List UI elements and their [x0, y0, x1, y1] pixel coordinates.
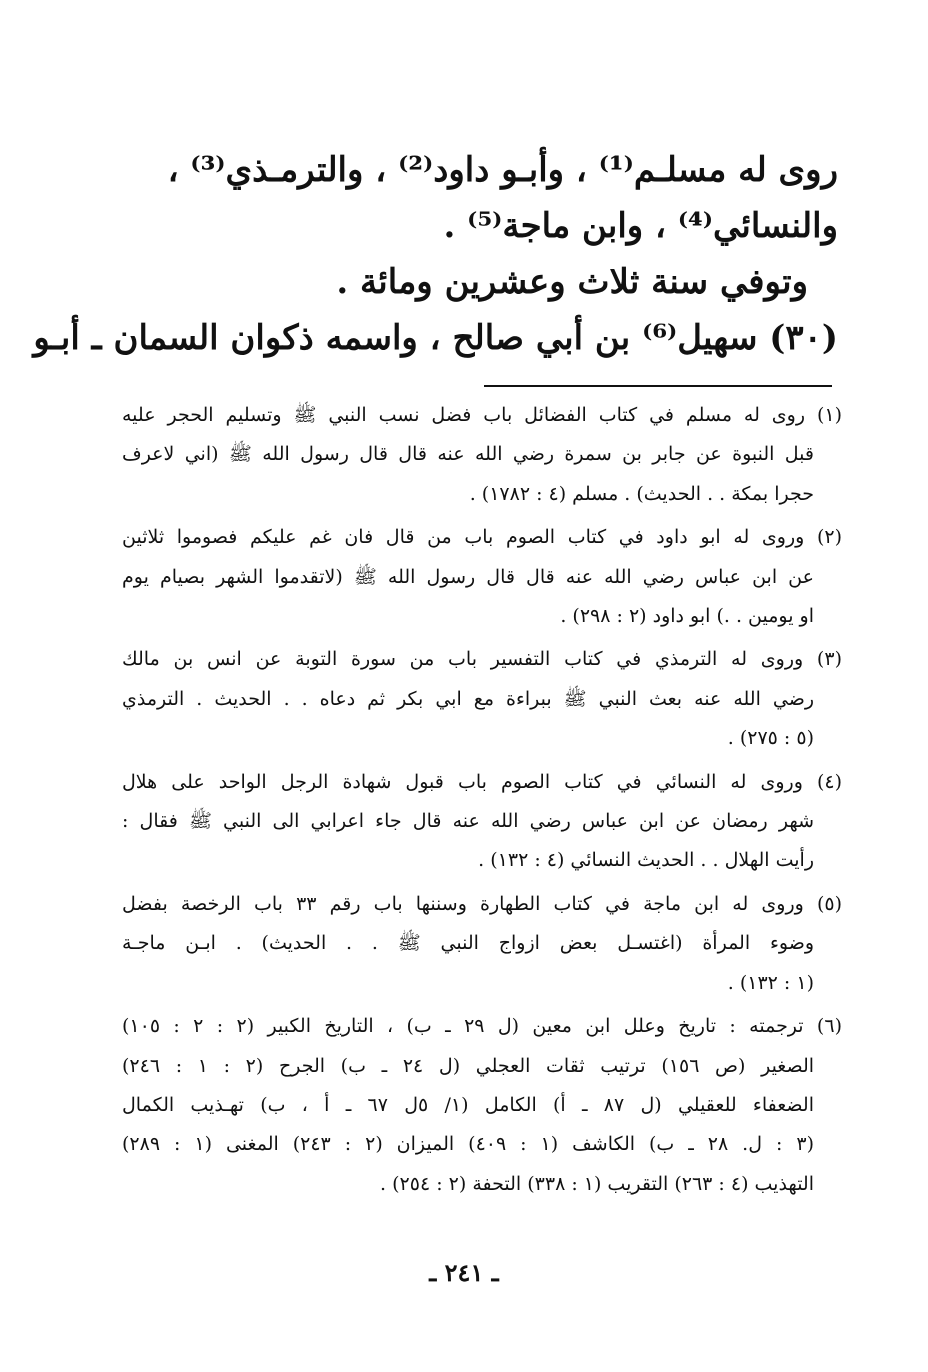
- main-line: (٣٠) سهيل⁽⁶⁾ بن أبي صالح ، واسمه ذكوان السمان ـ أبـو: [33, 318, 838, 358]
- main-text: [33, 142, 838, 366]
- footnote-line: الصغير (ص ١٥٦) ترتيب ثقات العجلي (ل ٢٤ ـ ب) الجرح (٢ : ١ : ٢٤٦): [122, 1054, 815, 1077]
- footnote-line: (٢) وروى له ابو داود في كتاب الصوم باب من قال فان غم عليكم فصوموا ثلاثين: [122, 526, 842, 549]
- footnote-1: [122, 396, 842, 514]
- footnote-line: (٥) وروى له ابن ماجة في كتاب الطهارة وسننها باب رقم ٣٣ باب الرخصة بفضل: [122, 892, 842, 915]
- footnote-line: الضعفاء للعقيلي (ل ٨٧ ـ أ) الكامل (١/ ٥ل ٦٧ ـ أ ، ب) تهـذيب الكمال: [122, 1093, 814, 1116]
- footnotes: [122, 396, 842, 1208]
- footnote-line: التهذيب (٤ : ٢٦٣) التقريب (١ : ٣٣٨) التحفة (٢ : ٢٥٤) .: [380, 1172, 814, 1195]
- footnote-line: (٦) ترجمته : تاريخ وعلل ابن معين (ل ٢٩ ـ ب) ، التاريخ الكبير (٢ : ٢ : ١٠٥): [122, 1015, 842, 1038]
- footnote-line: (٣ : ل. ٢٨ ـ ب) الكاشف (١ : ٤٠٩) الميزان (٢ : ٢٤٣) المغنى (١ : ٢٨٩): [122, 1133, 814, 1156]
- main-line: وتوفي سنة ثلاث وعشرين ومائة .: [336, 262, 808, 302]
- main-line: والنسائي⁽⁴⁾ ، وابن ماجة⁽⁵⁾ .: [443, 206, 838, 246]
- footnote-line: شهر رمضان عن ابن عباس رضي الله عنه قال جاء اعرابي الى النبي ﷺ فقال :: [122, 810, 814, 833]
- footnote-line: (١ : ١٣٢) .: [727, 971, 814, 994]
- footnote-4: [122, 763, 842, 881]
- footnote-separator: [484, 385, 832, 387]
- footnote-line: قبل النبوة عن جابر بن سمرة رضي الله عنه قال قال رسول الله ﷺ (اني لاعرف: [122, 443, 814, 466]
- footnote-line: عن ابن عباس رضي الله عنه قال قال رسول الله ﷺ (لاتقدموا الشهر بصيام يوم: [122, 565, 814, 588]
- footnote-6: [122, 1007, 842, 1204]
- footnote-line: (٥ : ٢٧٥) .: [727, 727, 814, 750]
- main-line: روى له مسلـم⁽¹⁾ ، وأبـو داود⁽²⁾ ، والترمـذي⁽³⁾ ،: [167, 150, 838, 190]
- footnote-line: (٣) وروى له الترمذي في كتاب التفسير باب من سورة التوبة عن انس بن مالك: [122, 648, 842, 671]
- footnote-line: رضي الله عنه بعث النبي ﷺ ببراءة مع ابي بكر ثم دعاه . . الحديث . الترمذي: [122, 687, 814, 710]
- footnote-line: (١) روى له مسلم في كتاب الفضائل باب فضل نسب النبي ﷺ وتسليم الحجر عليه: [122, 404, 842, 426]
- footnote-5: [122, 885, 842, 1003]
- footnote-2: [122, 518, 842, 636]
- footnote-line: او يومين . .) ابو داود (٢ : ٢٩٨) .: [560, 605, 814, 628]
- footnote-line: (٤) وروى له النسائي في كتاب الصوم باب قبول شهادة الرجل الواحد على هلال: [122, 770, 842, 793]
- page-number: ـ ٢٤١ ـ: [429, 1258, 499, 1287]
- footnote-line: وضوء المرأة (اغتسـل بعض ازواج النبي ﷺ . . الحديث) . ابـن ماجـة: [122, 932, 814, 955]
- footnote-3: [122, 640, 842, 758]
- footnote-line: رأيت الهلال . . الحديث النسائي (٤ : ١٣٢) .: [478, 849, 814, 872]
- footnote-line: حجرا بمكة . . الحديث) . مسلم (٤ : ١٧٨٢) .: [469, 482, 814, 505]
